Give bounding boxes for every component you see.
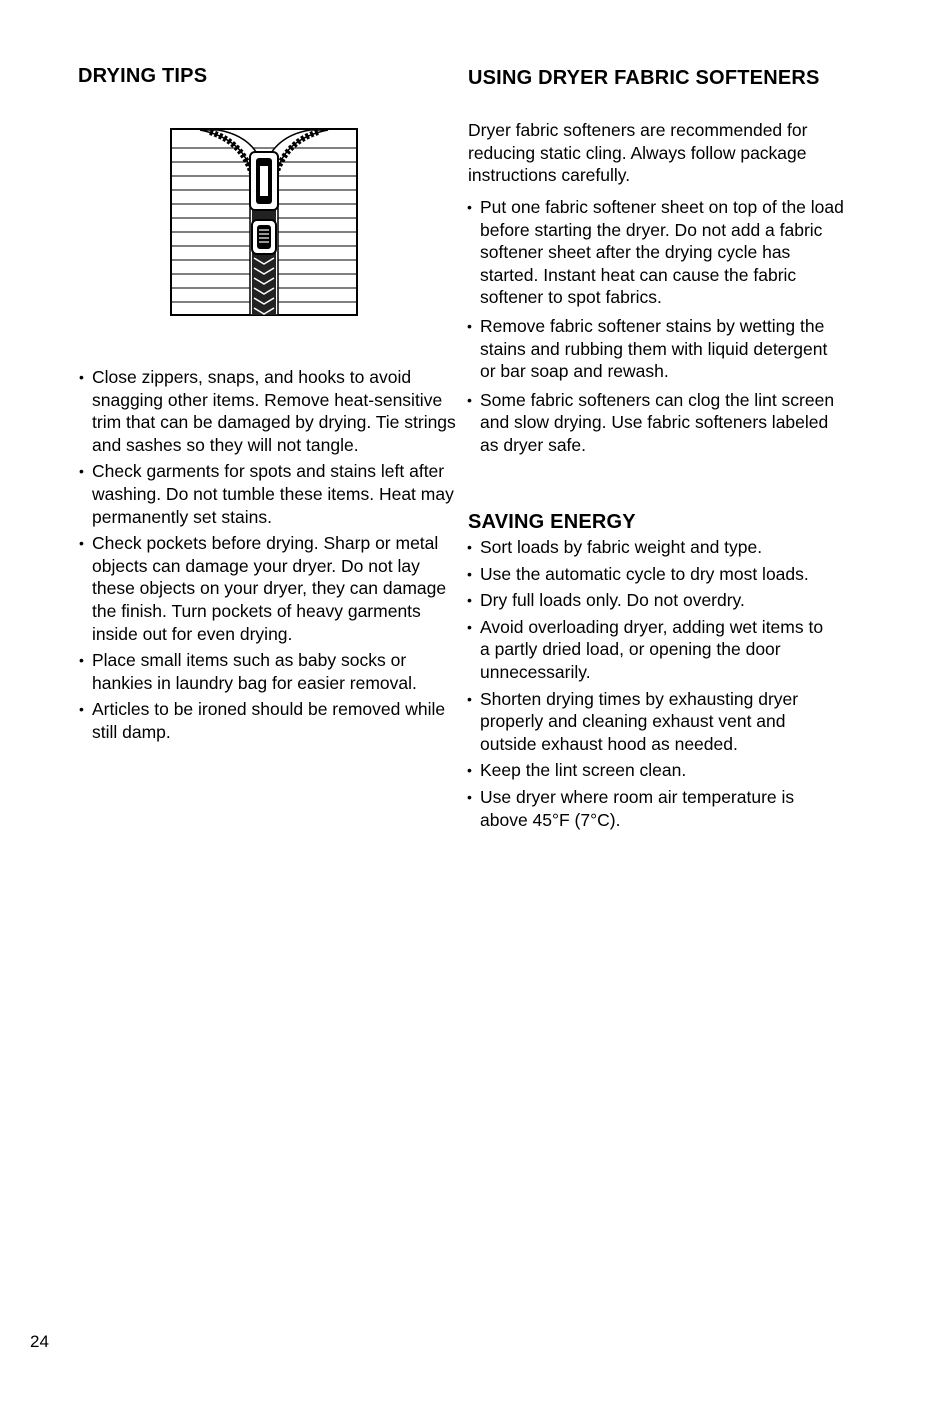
drying-tips-heading: DRYING TIPS (78, 65, 208, 87)
list-item: • Put one fabric softener sheet on top of the load before starting the dryer. Do not add a fabric softener sheet after the drying cycle has started. Instant heat can cause the fabric softener to spot fabrics. (466, 196, 846, 309)
saving-energy-heading: SAVING ENERGY (468, 511, 636, 533)
list-item: • Check pockets before drying. Sharp or metal objects can damage your dryer. Do not lay these objects on your dryer, they can damage the finish. Turn pockets of heavy garments inside out for even drying. (78, 532, 460, 645)
page-number: 24 (30, 1332, 49, 1351)
list-item: • Place small items such as baby socks or hankies in laundry bag for easier removal. (78, 649, 460, 694)
list-item: • Check garments for spots and stains left after washing. Do not tumble these items. Heat may permanently set stains. (78, 460, 460, 528)
list-item: • Use dryer where room air temperature is above 45°F (7°C). (466, 786, 836, 831)
fabric-softeners-heading: USING DRYER FABRIC SOFTENERS (468, 67, 820, 89)
saving-energy-list (466, 536, 836, 835)
list-item: • Avoid overloading dryer, adding wet items to a partly dried load, or opening the door unnecessarily. (466, 616, 836, 684)
list-item: • Keep the lint screen clean. (466, 759, 836, 782)
list-item: • Shorten drying times by exhausting dryer properly and cleaning exhaust vent and outside exhaust hood as needed. (466, 688, 836, 756)
list-item: • Some fabric softeners can clog the lint screen and slow drying. Use fabric softeners labeled as dryer safe. (466, 389, 846, 457)
list-item: • Dry full loads only. Do not overdry. (466, 589, 836, 612)
list-item: • Sort loads by fabric weight and type. (466, 536, 836, 559)
list-item: • Close zippers, snaps, and hooks to avoid snagging other items. Remove heat-sensitive trim that can be damaged by drying. Tie strings and sashes so they will not tangle. (78, 366, 460, 456)
zipper-icon (170, 128, 358, 316)
list-item: • Articles to be ironed should be removed while still damp. (78, 698, 460, 743)
fabric-softeners-list (466, 196, 846, 463)
fabric-softeners-intro: Dryer fabric softeners are recommended for reducing static cling. Always follow package instructions carefully. (468, 120, 808, 186)
drying-tips-list (78, 366, 460, 748)
list-item: • Remove fabric softener stains by wetting the stains and rubbing them with liquid detergent or bar soap and rewash. (466, 315, 846, 383)
list-item: • Use the automatic cycle to dry most loads. (466, 563, 836, 586)
